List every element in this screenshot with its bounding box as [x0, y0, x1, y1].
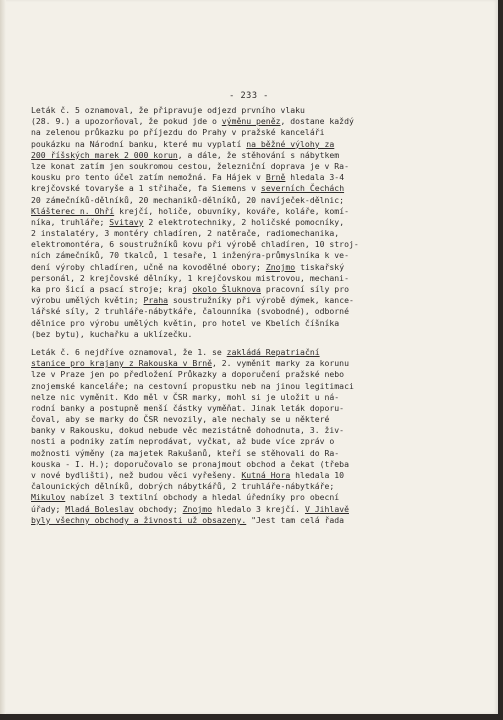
text-segment: dení výroby chladíren, učně na kovodělné obory;: [31, 261, 266, 272]
text-segment: Leták č. 6 nejdříve oznamoval, že 1. se: [31, 346, 227, 357]
text-line: [31, 369, 451, 380]
text-line: [31, 206, 451, 217]
text-line: [31, 183, 451, 194]
text-line: [31, 392, 451, 403]
underlined-text: byly všechny obchody a živnosti už obsazeny.: [31, 514, 247, 525]
text-segment: kouska - I. H.); doporučovalo se pronajmout obchod a čekat (třeba: [31, 458, 349, 469]
text-line: [31, 381, 451, 392]
text-segment: lářské síly, 2 truhláře-nábytkáře, čalounníka (svobodné), odborné: [31, 306, 349, 317]
text-segment: úřady;: [31, 503, 66, 514]
text-line: [31, 306, 451, 317]
page-binding-edge: [0, 0, 6, 714]
text-line: [31, 150, 451, 161]
text-segment: čoval, aby se marky do ČSR nevozily, ale nechaly se u některé: [31, 414, 330, 425]
text-line: [31, 139, 451, 150]
text-line: [31, 105, 451, 116]
text-line: [31, 262, 451, 273]
text-line: [31, 459, 451, 470]
text-line: [31, 515, 451, 526]
text-segment: dělnice pro výrobu umělých květin, pro hotel ve Kbelích číšníka: [31, 317, 340, 328]
text-segment: elektromontéra, 6 soustružníků kovu při výrobě chladíren, 10 stroj-: [31, 239, 359, 250]
paragraph: [31, 105, 451, 340]
text-segment: výrobu umělých květin;: [31, 295, 144, 306]
text-line: [31, 318, 451, 329]
underlined-text: Klášterec n. Ohří: [31, 205, 115, 216]
text-line: [31, 284, 451, 295]
text-segment: krejčí, holiče, obuvníky, kováře, koláře, komí-: [114, 205, 349, 216]
text-line: [31, 481, 451, 492]
text-segment: soustružníky při výrobě dýmek, kance-: [167, 295, 354, 306]
text-line: [31, 195, 451, 206]
text-line: [31, 436, 451, 447]
text-segment: (28. 9.) a upozorňoval, že pokud jde o: [31, 116, 222, 127]
text-line: [31, 127, 451, 138]
text-segment: hledalo 3 krejčí.: [212, 503, 305, 514]
text-line: [31, 295, 451, 306]
underlined-text: Kutná Hora: [241, 470, 291, 480]
text-segment: lze v Praze jen po předložení Průkazky a doporučení pražské nebo: [31, 369, 345, 380]
text-line: [31, 414, 451, 425]
text-segment: banky v Rakousku, dokud nebude věc mezistátně dohodnuta, 3. živ-: [31, 425, 345, 436]
underlined-text: Praha: [143, 295, 168, 306]
text-line: [31, 273, 451, 284]
text-line: [31, 239, 451, 250]
text-segment: "Jest tam celá řada: [246, 514, 345, 525]
text-line: [31, 504, 451, 515]
text-line: [31, 425, 451, 436]
text-segment: znojemské kanceláře; na cestovní propustku neb na jinou legitimaci: [31, 380, 354, 391]
underlined-text: Mladá Boleslav: [65, 503, 134, 514]
text-segment: hledala 10: [290, 470, 345, 480]
text-line: [31, 217, 451, 228]
text-segment: personál, 2 krejčovské dělníky, 1 krejčovskou mistrovou, mechani-: [31, 272, 349, 283]
page-number: - 233 -: [229, 91, 269, 101]
text-segment: ka pro šicí a psací stroje; kraj: [31, 284, 193, 294]
text-segment: obchody;: [133, 503, 183, 514]
underlined-text: Znojmo: [265, 261, 296, 272]
text-segment: možnosti výměny (za majetek Rakušanů, kteří se stěhovali do Ra-: [31, 447, 340, 458]
underlined-text: 200 říšských marek 2 000 korun: [31, 149, 178, 160]
text-line: [31, 358, 451, 369]
underlined-text: Svitavy: [109, 216, 144, 227]
underlined-text: okolo Šluknova: [192, 284, 261, 294]
text-segment: ních zámečníků, 70 tkalců, 1 tesaře, 1 inženýra-průmyslníka k ve-: [31, 250, 349, 261]
underlined-text: severních Čechách: [260, 183, 345, 194]
text-segment: hledala 3-4: [285, 172, 345, 183]
text-segment: , a dále, že stěhování s nábytkem: [177, 149, 340, 160]
text-segment: tiskařský: [295, 261, 345, 272]
underlined-text: V Jihlavě: [304, 503, 349, 514]
text-segment: pracovní síly pro: [260, 284, 349, 294]
text-line: [31, 347, 451, 358]
text-segment: níka, truhláře;: [31, 216, 110, 227]
text-segment: nelze nic vyměnit. Kdo měl v ČSR marky, mohl si je uložit u ná-: [31, 391, 340, 402]
text-segment: nosti a podniky zatím neprodávat, vyčkat, až bude více zpráv o: [31, 436, 335, 447]
text-segment: nabízel 3 textilní obchody a hledal úředníky pro obecní: [65, 492, 340, 503]
text-segment: , dostane každý: [280, 116, 354, 127]
text-line: [31, 228, 451, 239]
text-segment: Leták č. 5 oznamoval, že připravuje odjezd prvního vlaku: [31, 105, 305, 115]
underlined-text: na běžné výlohy za: [246, 138, 335, 149]
text-line: [31, 172, 451, 183]
typewritten-text-body: [31, 105, 451, 526]
text-segment: 2 elektrotechniky, 2 holičské pomocníky,: [143, 216, 345, 227]
text-segment: v nové bydlišti), než budou věci vyřešeny.: [31, 470, 242, 480]
text-segment: čalounických dělníků, dobrých nábytkářů, 2 truhláře-nábytkáře;: [31, 481, 335, 492]
text-line: [31, 250, 451, 261]
underlined-text: stanice pro krajany z Rakouska v Brně: [31, 358, 212, 369]
text-segment: (bez bytu), kuchařku a uklízečku.: [31, 328, 193, 339]
text-line: [31, 329, 451, 340]
text-line: [31, 161, 451, 172]
text-segment: 2 instalatéry, 3 montéry chladíren, 2 natěrače, radiomechanika,: [31, 228, 340, 239]
paragraph-gap: [31, 340, 451, 347]
text-line: [31, 448, 451, 459]
text-segment: poukázku na Národní banku, které mu vyplatí: [31, 138, 247, 149]
underlined-text: Znojmo: [182, 503, 213, 514]
text-line: [31, 116, 451, 127]
text-line: [31, 492, 451, 503]
text-line: [31, 403, 451, 414]
underlined-text: Mikulov: [31, 492, 66, 503]
text-line: [31, 470, 451, 481]
underlined-text: Brně: [265, 172, 286, 183]
text-segment: krejčovské tovaryše a 1 střihače, fa Siemens v: [31, 183, 261, 194]
underlined-text: zakládá Repatriační: [226, 346, 320, 357]
text-segment: lze konat zatím jen soukromou cestou, železniční doprava je v Ra-: [31, 160, 349, 171]
paragraph: [31, 347, 451, 526]
text-segment: kousku pro tento účel zatím nemožná. Fa Hájek v: [31, 172, 266, 183]
text-segment: rodní banky a postupně menší částky vyměňat. Jinak leták doporu-: [31, 402, 345, 413]
text-segment: , 2. vyměnit marky za korunu: [212, 358, 349, 369]
underlined-text: výměnu peněz: [221, 116, 281, 127]
text-segment: 20 zámečníků-dělníků, 20 mechaniků-dělníků, 20 navíječek-dělnic;: [31, 194, 345, 205]
text-segment: na zelenou průkazku po příjezdu do Prahy v pražské kanceláři: [31, 127, 325, 138]
